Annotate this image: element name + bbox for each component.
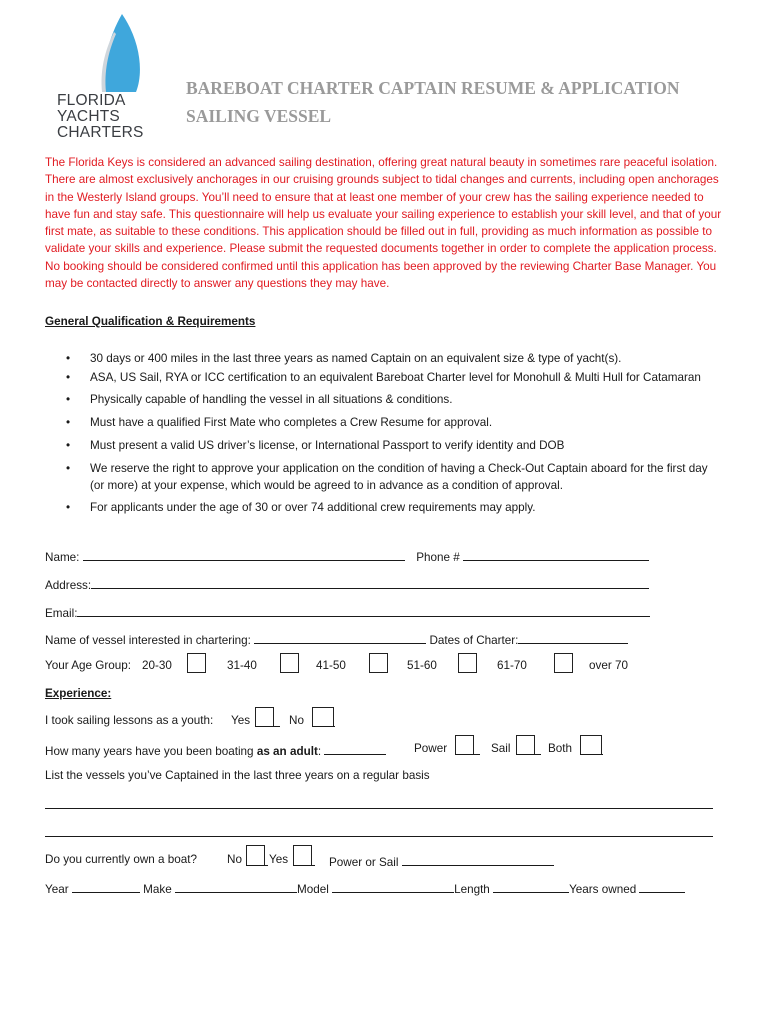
sail-checkbox[interactable]	[516, 735, 535, 754]
bullet-icon: •	[66, 416, 71, 429]
both-label: Both	[548, 742, 573, 755]
dates-field[interactable]	[518, 631, 628, 644]
logo-text: FLORIDA YACHTS CHARTERS	[57, 92, 144, 141]
bullet-icon: •	[66, 501, 71, 514]
age-41-50-checkbox[interactable]	[369, 653, 388, 673]
vessels-label: List the vessels you’ve Captained in the last three years on a regular basis	[45, 769, 430, 782]
both-checkbox[interactable]	[580, 735, 602, 754]
year-field[interactable]	[72, 880, 140, 893]
lessons-no-label: No	[289, 714, 304, 727]
address-field[interactable]	[91, 576, 649, 589]
underline	[293, 865, 315, 866]
underline	[455, 754, 480, 755]
power-checkbox[interactable]	[455, 735, 474, 754]
name-label: Name:	[45, 551, 80, 564]
list-item: • ASA, US Sail, RYA or ICC certification to an equivalent Bareboat Charter level for Monohull & Multi Hull for Catamaran	[66, 371, 701, 384]
age-option-label: 41-50	[316, 659, 346, 672]
age-61-70-checkbox[interactable]	[554, 653, 573, 673]
list-item: • 30 days or 400 miles in the last three years as named Captain on an equivalent size & type of yacht(s).	[66, 352, 622, 365]
years-boating-row	[45, 742, 386, 758]
years-owned-label: Years owned	[569, 883, 637, 896]
email-label: Email:	[45, 607, 78, 620]
power-or-sail-row	[329, 853, 554, 869]
power-or-sail-label: Power or Sail	[329, 856, 399, 869]
bullet-icon: •	[66, 439, 71, 452]
underline	[255, 726, 280, 727]
dates-label: Dates of Charter:	[429, 634, 519, 647]
own-boat-yes-label: Yes	[269, 853, 289, 866]
underline	[516, 754, 541, 755]
own-boat-yes-checkbox[interactable]	[293, 845, 312, 865]
years-boating-emphasis: as an adult	[256, 745, 318, 758]
vessel-label: Name of vessel interested in chartering:	[45, 634, 251, 647]
intro-paragraph: The Florida Keys is considered an advanced sailing destination, offering great natural beauty in sometimes rare peaceful isolation. There are almost exclusively anchorages in our cruising grounds subject to tidal changes and currents, including open anchorages in the Westerly Island groups. You’ll need to ensure that at least one member of your crew has the sailing experience needed to have fun and stay safe. This questionnaire will help us evaluate your sailing experience to establish your skill level, and that of your first mate, as suitable to these conditions. This application should be filled out in full, providing as much information as possible to validate your skills and experience. Please submit the requested documents together in order to complete the application process. No booking should be considered confirmed until this application has been approved by the reviewing Charter Base Manager. You may be contacted directly to answer any questions they may have.	[45, 156, 722, 291]
phone-label: Phone #	[416, 551, 460, 564]
address-row	[45, 576, 649, 592]
experience-heading: Experience:	[45, 687, 112, 700]
underline	[312, 726, 335, 727]
lessons-yes-label: Yes	[231, 714, 251, 727]
list-item: • For applicants under the age of 30 or over 74 additional crew requirements may apply.	[66, 501, 536, 514]
bullet-icon: •	[66, 462, 71, 475]
age-option-label: 61-70	[497, 659, 527, 672]
email-row	[45, 604, 650, 620]
page-subtitle: SAILING VESSEL	[186, 106, 332, 126]
list-item: • Must have a qualified First Mate who completes a Crew Resume for approval.	[66, 416, 493, 429]
make-label: Make	[143, 883, 172, 896]
power-label: Power	[414, 742, 448, 755]
bullet-icon: •	[66, 393, 71, 406]
length-label: Length	[454, 883, 490, 896]
phone-field[interactable]	[463, 548, 649, 561]
requirements-heading: General Qualification & Requirements	[45, 315, 256, 328]
age-option-label: 51-60	[407, 659, 437, 672]
bullet-icon: •	[66, 371, 71, 384]
requirements-list	[64, 350, 724, 522]
age-option-label: 20-30	[142, 659, 172, 672]
age-group-label: Your Age Group:	[45, 659, 131, 672]
sail-label: Sail	[491, 742, 511, 755]
underline	[246, 865, 268, 866]
age-option-label: 31-40	[227, 659, 257, 672]
age-option-label: over 70	[589, 659, 628, 672]
own-boat-no-checkbox[interactable]	[246, 845, 265, 865]
years-boating-field[interactable]	[324, 742, 386, 755]
years-boating-label: How many years have you been boating	[45, 745, 257, 758]
lessons-no-checkbox[interactable]	[312, 707, 334, 726]
age-31-40-checkbox[interactable]	[280, 653, 299, 673]
email-field[interactable]	[77, 604, 650, 617]
page-title: BAREBOAT CHARTER CAPTAIN RESUME & APPLICATION	[186, 78, 680, 98]
lessons-label: I took sailing lessons as a youth:	[45, 714, 214, 727]
years-boating-colon: :	[317, 745, 322, 758]
boat-details-row	[45, 880, 685, 896]
name-row	[45, 548, 649, 564]
model-field[interactable]	[332, 880, 454, 893]
bullet-icon: •	[66, 352, 71, 365]
year-label: Year	[45, 883, 69, 896]
name-field[interactable]	[83, 548, 405, 561]
make-field[interactable]	[175, 880, 297, 893]
list-item: • We reserve the right to approve your application on the condition of having a Check-Out Captain aboard for the first day (or more) at your expense, which would be agreed to in advance as a condition of approval.	[66, 462, 708, 492]
vessel-row	[45, 631, 628, 647]
underline	[580, 754, 603, 755]
address-label: Address:	[45, 579, 92, 592]
own-boat-no-label: No	[227, 853, 242, 866]
own-boat-label: Do you currently own a boat?	[45, 853, 198, 866]
length-field[interactable]	[493, 880, 569, 893]
age-51-60-checkbox[interactable]	[458, 653, 477, 673]
list-item: • Physically capable of handling the vessel in all situations & conditions.	[66, 393, 453, 406]
vessel-field[interactable]	[254, 631, 426, 644]
model-label: Model	[296, 883, 329, 896]
lessons-yes-checkbox[interactable]	[255, 707, 274, 726]
list-item: • Must present a valid US driver’s license, or International Passport to verify identity and DOB	[66, 439, 565, 452]
vessels-field-line-1[interactable]	[45, 808, 713, 809]
years-owned-field[interactable]	[639, 880, 685, 893]
age-20-30-checkbox[interactable]	[187, 653, 206, 673]
power-or-sail-field[interactable]	[402, 853, 554, 866]
vessels-field-line-2[interactable]	[45, 836, 713, 837]
